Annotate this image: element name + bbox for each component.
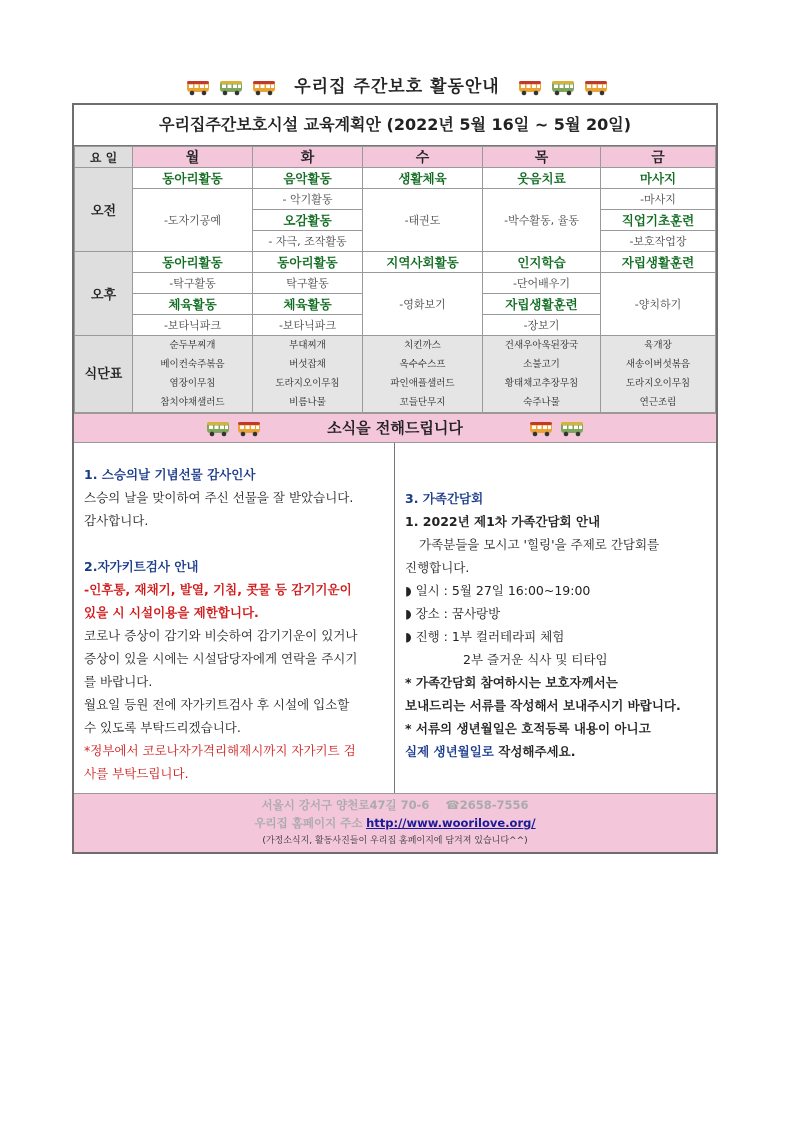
meal-item: 연근조림 [639, 397, 677, 408]
day-label: 요 일 [75, 147, 133, 168]
bus-icon [584, 79, 608, 96]
section2-line: 코로나 증상이 감기와 비슷하여 감기기운이 있거나 [84, 628, 358, 643]
am-thu-title: 웃음치료 [483, 168, 601, 189]
section3-title: 3. 가족간담회 [405, 491, 484, 506]
meal-item: 소불고기 [523, 359, 560, 370]
meal-fri [601, 336, 716, 413]
page-title: 우리집 주간보호 활동안내 [294, 77, 500, 97]
bus-icon [206, 420, 230, 437]
am-tue-sub1: - 악기활동 [253, 189, 363, 210]
am-fri-title2: 직업기초훈련 [601, 210, 716, 231]
section1-line: 스승의 날을 맞이하여 주신 선물을 잘 받았습니다. [84, 490, 354, 505]
am-fri-sub2: -보호작업장 [601, 231, 716, 252]
news-left-column [74, 443, 395, 793]
am-tue-title1: 음악활동 [253, 168, 363, 189]
bus-icon [529, 420, 553, 437]
am-wed-title: 생활체육 [363, 168, 483, 189]
section2-warning: 있을 시 시설이용을 제한합니다. [84, 605, 259, 620]
meal-item: 도라지오이무침 [625, 378, 691, 389]
meal-item: 숙주나물 [523, 397, 560, 408]
am-mon-sub: -도자기공예 [133, 189, 253, 252]
pm-thu-title2: 자립생활훈련 [483, 294, 601, 315]
meal-tue [253, 336, 363, 413]
section1-line: 감사합니다. [84, 513, 149, 528]
schedule-table [74, 146, 716, 413]
am-mon-title: 동아리활동 [133, 168, 253, 189]
section2-line: 수 있도록 부탁드리겠습니다. [84, 720, 241, 735]
meal-item: 황태채고추장무침 [504, 378, 579, 389]
pm-wed-title: 지역사회활동 [363, 252, 483, 273]
pm-fri-title: 자립생활훈련 [601, 252, 716, 273]
day-thu: 목 [483, 147, 601, 168]
meal-item: 꼬들단무지 [399, 397, 446, 408]
am-fri-sub1: -마사지 [601, 189, 716, 210]
pm-wed-sub: -영화보기 [363, 273, 483, 336]
pm-tue-sub2: -보타닉파크 [253, 315, 363, 336]
day-wed: 수 [363, 147, 483, 168]
section2-title: 2.자가키트검사 안내 [84, 559, 199, 574]
bus-icon [551, 79, 575, 96]
footer [74, 793, 716, 852]
meal-item: 새송이버섯볶음 [625, 359, 691, 370]
place-bullet: ◗ 장소 : 꿈사랑방 [405, 606, 501, 621]
bus-icon [518, 79, 542, 96]
meal-row [75, 336, 716, 413]
bus-icon [237, 420, 261, 437]
meal-item: 부대찌개 [289, 340, 326, 351]
bullet-icon: ◗ [405, 583, 416, 598]
am-thu-sub: -박수활동, 율동 [483, 189, 601, 252]
bus-icon [219, 79, 243, 96]
meal-item: 건새우아욱된장국 [504, 340, 579, 351]
schedule-bullet: ◗ 일시 : 5월 27일 16:00~19:00 [405, 583, 591, 598]
section3-note: 실제 생년월일로 작성해주세요. [405, 744, 576, 759]
pm-thu-sub2: -장보기 [483, 315, 601, 336]
meal-item: 참치야채샐러드 [160, 397, 225, 408]
day-fri: 금 [601, 147, 716, 168]
pm-mon-sub2: -보타닉파크 [133, 315, 253, 336]
pm-mon-sub1: -탁구활동 [133, 273, 253, 294]
page-header [0, 72, 794, 97]
meal-thu [483, 336, 601, 413]
section2-warning: -인후통, 재채기, 발열, 기침, 콧물 등 감기기운이 [84, 582, 352, 597]
am-wed-sub: -태권도 [363, 189, 483, 252]
bullet-icon: ◗ [405, 606, 416, 621]
news-header [74, 413, 716, 443]
meal-item: 치킨까스 [404, 340, 441, 351]
section3-subtitle: 1. 2022년 제1차 가족간담회 안내 [405, 514, 601, 529]
meal-label: 식단표 [75, 336, 133, 413]
bus-icon [252, 79, 276, 96]
news-body [74, 443, 716, 793]
bullet-icon: ◗ [405, 629, 416, 644]
section3-line: 진행합니다. [405, 560, 470, 575]
news-right-column [395, 443, 716, 793]
section2-note: 사를 부탁드립니다. [84, 766, 189, 781]
bus-icon [186, 79, 210, 96]
meal-item: 파인애플샐러드 [390, 378, 455, 389]
section3-note: * 서류의 생년월일은 호적등록 내용이 아니고 [405, 721, 651, 736]
pm-thu-sub1: -단어배우기 [483, 273, 601, 294]
section2-line: 를 바랍니다. [84, 674, 153, 689]
day-tue: 화 [253, 147, 363, 168]
meal-item: 순두부찌개 [169, 340, 216, 351]
footer-phone: ☎2658-7556 [445, 798, 529, 812]
footer-homepage [74, 814, 716, 832]
am-tue-sub2: - 자극, 조작활동 [253, 231, 363, 252]
meal-item: 옥수수스프 [399, 359, 446, 370]
meal-item: 베이컨숙주볶음 [160, 359, 225, 370]
day-mon: 월 [133, 147, 253, 168]
section3-note: * 가족간담회 참여하시는 보호자께서는 [405, 675, 618, 690]
pm-tue-title1: 동아리활동 [253, 252, 363, 273]
pm-label: 오후 [75, 252, 133, 336]
section2-note: *정부에서 코로나자가격리해제시까지 자가키트 검 [84, 743, 356, 758]
program-line: 2부 즐거운 식사 및 티타임 [463, 652, 608, 667]
pm-mon-title1: 동아리활동 [133, 252, 253, 273]
section2-line: 월요일 등원 전에 자가키트검사 후 시설에 입소할 [84, 697, 350, 712]
pm-thu-title1: 인지학습 [483, 252, 601, 273]
meal-item: 버섯잡채 [289, 359, 326, 370]
homepage-link[interactable]: http://www.woorilove.org/ [366, 816, 536, 830]
bus-icon [560, 420, 584, 437]
meal-item: 염장이무침 [169, 378, 216, 389]
am-label: 오전 [75, 168, 133, 252]
footer-note: (가정소식지, 활동사진들이 우리집 홈페이지에 담겨져 있습니다^^) [262, 836, 528, 846]
news-title: 소식을 전해드립니다 [327, 419, 463, 437]
pm-mon-title2: 체육활동 [133, 294, 253, 315]
pm-tue-title2: 체육활동 [253, 294, 363, 315]
section1-title: 1. 스승의날 기념선물 감사인사 [84, 467, 256, 482]
plan-title: 우리집주간보호시설 교육계획안 (2022년 5월 16일 ~ 5월 20일) [74, 105, 716, 146]
pm-fri-sub: -양치하기 [601, 273, 716, 336]
am-tue-title2: 오감활동 [253, 210, 363, 231]
pm-tue-sub1: 탁구활동 [253, 273, 363, 294]
meal-item: 비름나물 [289, 397, 326, 408]
section2-line: 증상이 있을 시에는 시설담당자에게 연락을 주시기 [84, 651, 358, 666]
homepage-label: 우리집 홈페이지 주소 [254, 816, 363, 830]
meal-item: 도라지오이무침 [275, 378, 340, 389]
am-fri-title1: 마사지 [601, 168, 716, 189]
footer-contact [74, 796, 716, 814]
section3-note: 보내드리는 서류를 작성해서 보내주시기 바랍니다. [405, 698, 681, 713]
meal-wed [363, 336, 483, 413]
newsletter-frame [72, 103, 718, 854]
footer-address: 서울시 강서구 양천로47길 70-6 [261, 798, 430, 812]
section3-line: 가족분들을 모시고 '힐링'을 주제로 간담회를 [419, 537, 660, 552]
day-header-row [75, 147, 716, 168]
meal-mon [133, 336, 253, 413]
program-bullet: ◗ 진행 : 1부 컬러테라피 체험 [405, 629, 565, 644]
meal-item: 육개장 [644, 340, 672, 351]
